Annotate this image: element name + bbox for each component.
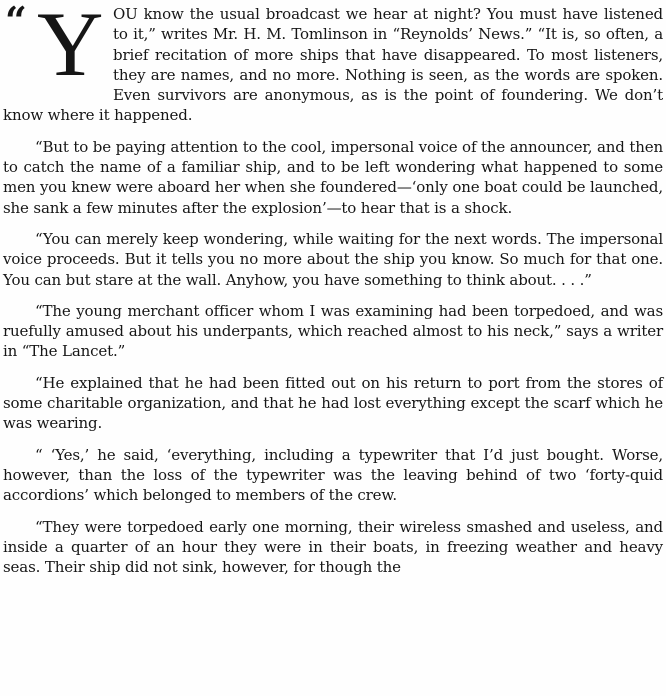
paragraph-6: “ ‘Yes,’ he said, ‘everything, including a typewriter that I’d just bought. Worse, however, than the loss of the typewriter was the leaving behind of two ‘forty-quid accordions’ which belonged to members of the crew.: [3, 445, 663, 505]
paragraph-5: “He explained that he had been fitted out on his return to port from the stores of some charitable organization, and that he had lost everything except the scarf which he was wearing.: [3, 373, 663, 433]
paragraph-7: “They were torpedoed early one morning, their wireless smashed and useless, and inside a quarter of an hour they were in their boats, in freezing weather and heavy seas. Their ship did not sink, however, for though the: [3, 517, 663, 577]
drop-cap-letter: Y: [37, 0, 104, 95]
paragraph-1: [3, 0, 663, 126]
paragraph-2: “But to be paying attention to the cool, impersonal voice of the announcer, and then to catch the name of a familiar ship, and to be left wondering what happened to some men you knew were aboard her when she foundered—‘only one boat could be launched, she sank a few minutes after the explosion’—to hear that is a shock.: [3, 137, 663, 217]
article-column: [3, 0, 663, 588]
paragraph-3: “You can merely keep wondering, while waiting for the next words. The impersonal voice proceeds. But it tells you no more about the ship you know. So much for that one. You can but stare at the wall. Anyhow, you have something to think about. . . .”: [3, 229, 663, 289]
drop-quote: “: [5, 0, 27, 43]
paragraph-1-text: OU know the usual broadcast we hear at night? You must have listened to it,” writes Mr. H. M. Tomlinson in “Reynolds’ News.” “It is, so often, a brief recitation of more ships that have disappeared. To most listeners, they are names, and no more. Nothing is seen, as the words are spoken. Even survivors are anonymous, as is the point of foundering. We don’t know where it happened.: [3, 5, 663, 125]
paragraph-4: “The young merchant officer whom I was examining had been torpedoed, and was ruefully amused about his underpants, which reached almost to his neck,” says a writer in “The Lancet.”: [3, 301, 663, 361]
drop-cap-block: [3, 0, 107, 95]
